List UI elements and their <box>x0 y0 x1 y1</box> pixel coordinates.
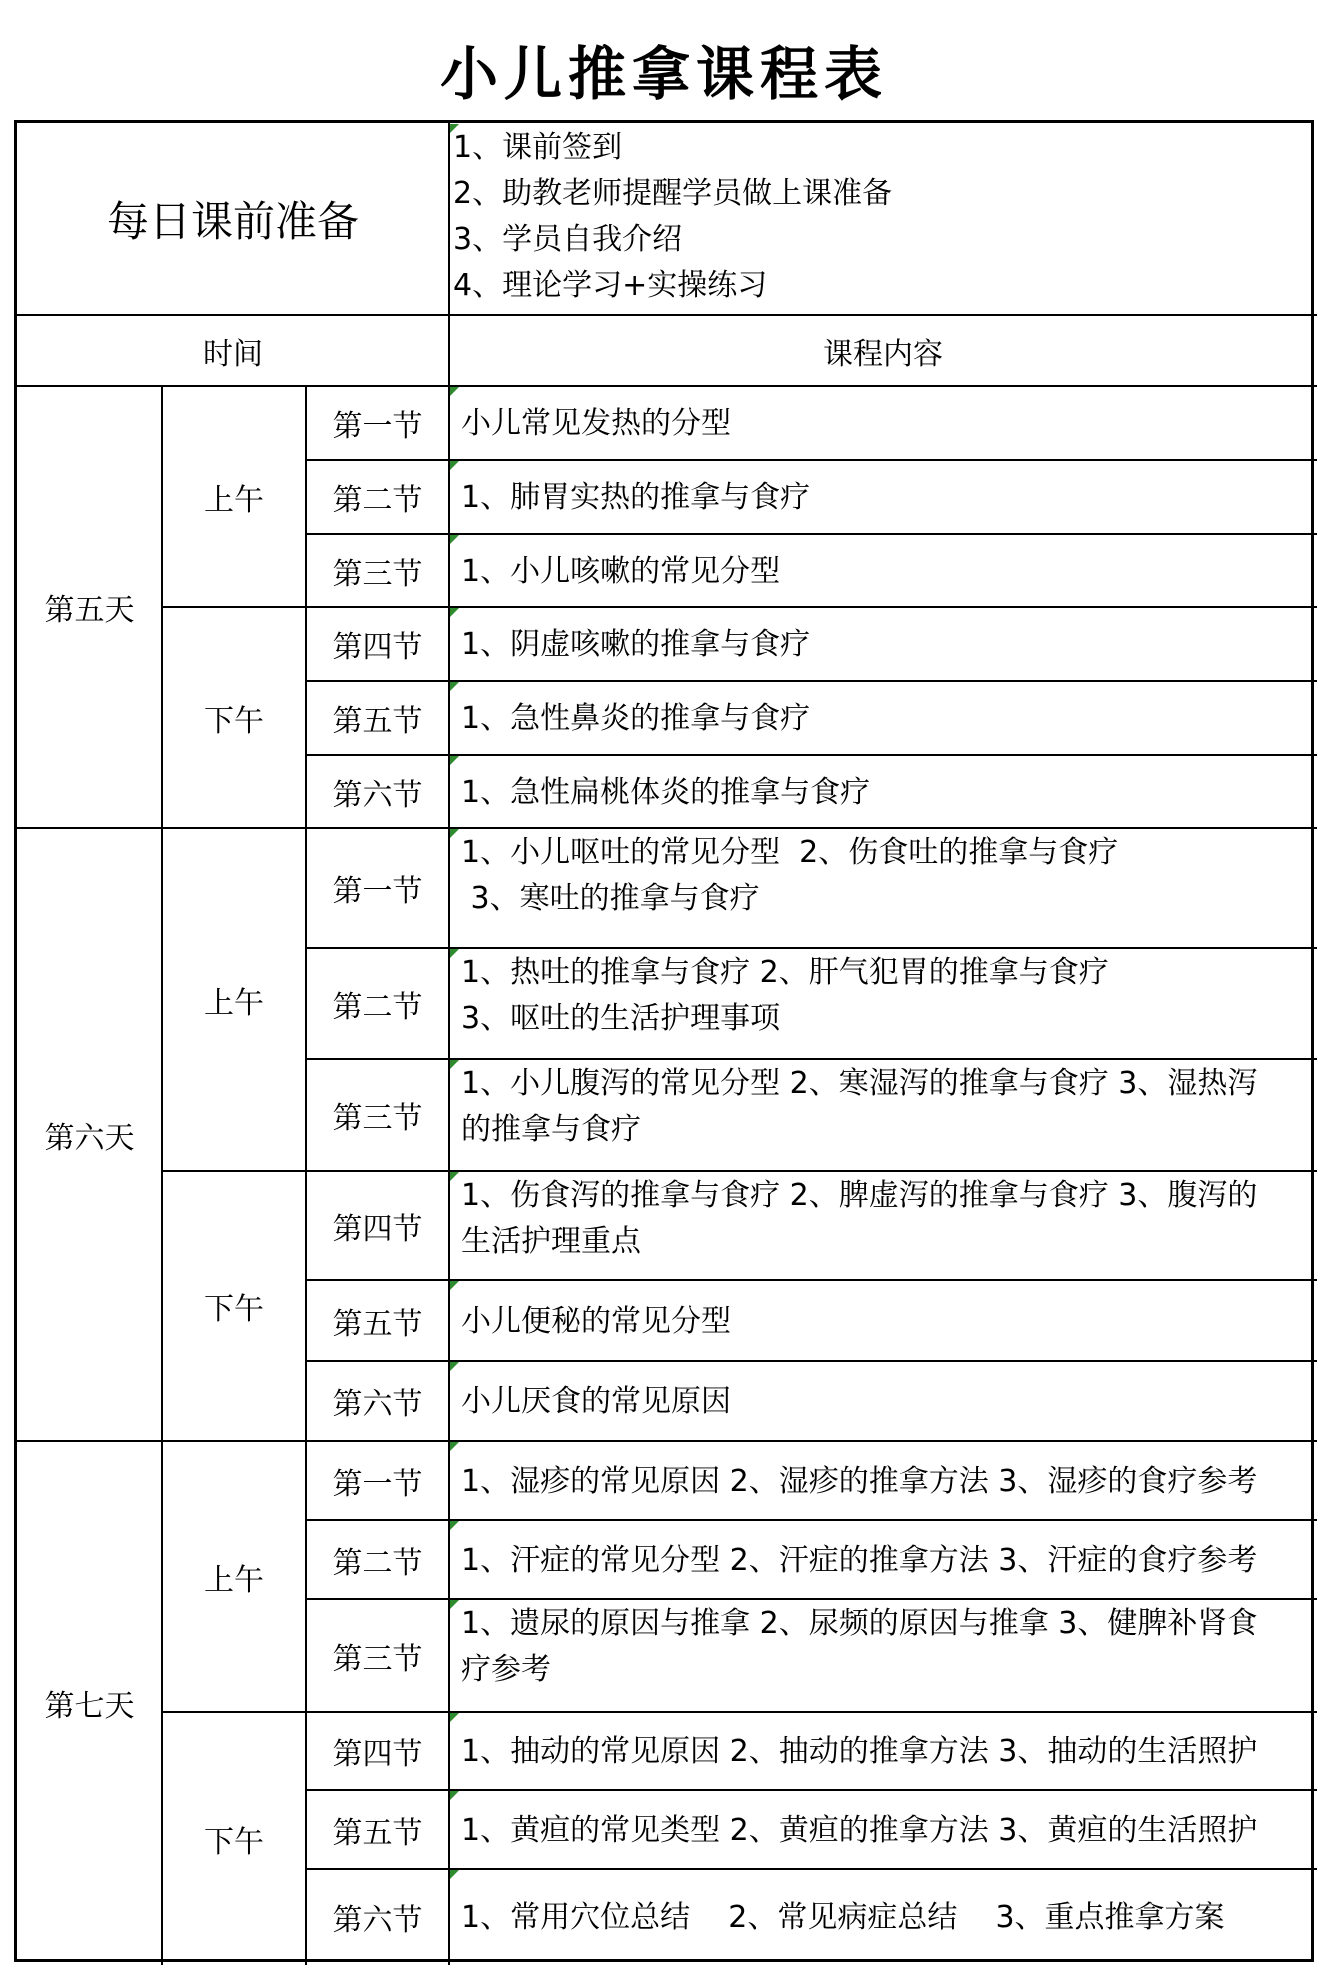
cell-marker <box>450 124 459 133</box>
section-label: 第三节 <box>332 1641 423 1677</box>
cell-marker <box>450 1600 459 1609</box>
cell-marker <box>450 1791 459 1800</box>
header-content: 课程内容 <box>823 336 943 372</box>
grid-line <box>448 1599 450 1712</box>
cell-marker <box>450 608 459 617</box>
cell-marker <box>450 387 459 396</box>
session-content: 小儿便秘的常见分型 <box>461 1303 731 1339</box>
grid-line <box>448 1361 450 1441</box>
section-label: 第三节 <box>332 556 423 592</box>
section-label: 第二节 <box>332 989 423 1025</box>
day-label: 第七天 <box>44 1689 135 1724</box>
session-content: 1、黄疸的常见类型 2、黄疸的推拿方法 3、黄疸的生活照护 <box>461 1812 1258 1848</box>
section-label: 第一节 <box>332 409 423 444</box>
day-label: 第六天 <box>44 1120 135 1156</box>
grid-line <box>448 1441 450 1520</box>
period-label: 上午 <box>204 985 264 1021</box>
prep-item: 1、课前签到 <box>453 130 623 165</box>
section-label: 第四节 <box>332 1211 423 1247</box>
grid-line <box>448 755 450 828</box>
cell-marker <box>450 1060 459 1069</box>
period-label: 上午 <box>204 1562 264 1598</box>
cell-marker <box>450 1442 459 1451</box>
header-time: 时间 <box>203 336 263 372</box>
section-label: 第六节 <box>332 777 423 813</box>
section-label: 第六节 <box>332 1903 423 1938</box>
cell-marker <box>450 1521 459 1530</box>
grid-line <box>448 386 450 460</box>
grid-line <box>448 460 450 534</box>
session-content: 1、小儿腹泻的常见分型 2、寒湿泻的推拿与食疗 3、湿热泻 的推拿与食疗 <box>461 1066 1258 1147</box>
schedule-table <box>14 120 1314 1962</box>
session-content: 1、急性扁桃体炎的推拿与食疗 <box>461 774 871 810</box>
period-label: 下午 <box>204 703 264 739</box>
cell-marker <box>450 1870 459 1879</box>
cell-marker <box>450 461 459 470</box>
cell-marker <box>450 682 459 691</box>
period-label: 下午 <box>204 1824 264 1860</box>
grid-line <box>448 315 450 386</box>
section-label: 第四节 <box>332 630 423 665</box>
cell-marker <box>450 535 459 544</box>
cell-marker <box>450 949 459 958</box>
section-label: 第五节 <box>332 704 423 739</box>
session-content: 1、肺胃实热的推拿与食疗 <box>461 480 811 515</box>
session-content: 1、急性鼻炎的推拿与食疗 <box>461 701 811 736</box>
session-content: 1、阴虚咳嗽的推拿与食疗 <box>461 627 811 662</box>
session-content: 1、湿疹的常见原因 2、湿疹的推拿方法 3、湿疹的食疗参考 <box>461 1463 1258 1499</box>
section-label: 第五节 <box>332 1306 423 1342</box>
grid-line <box>448 534 450 607</box>
section-label: 第四节 <box>332 1737 423 1772</box>
grid-line <box>448 948 450 1059</box>
session-content: 1、小儿呕吐的常见分型 2、伤食吐的推拿与食疗 3、寒吐的推拿与食疗 <box>461 835 1119 916</box>
cell-marker <box>450 756 459 765</box>
grid-line <box>448 1790 450 1869</box>
period-label: 下午 <box>204 1292 264 1327</box>
session-content: 1、常用穴位总结 2、常见病症总结 3、重点推拿方案 <box>461 1900 1225 1935</box>
grid-line <box>448 681 450 755</box>
grid-line <box>448 828 450 948</box>
session-content: 1、汗症的常见分型 2、汗症的推拿方法 3、汗症的食疗参考 <box>461 1542 1258 1578</box>
grid-line <box>448 123 450 315</box>
grid-line <box>448 1869 450 1965</box>
prep-item: 2、助教老师提醒学员做上课准备 <box>453 176 893 211</box>
prep-item: 4、理论学习+实操练习 <box>453 268 768 303</box>
section-label: 第一节 <box>332 874 423 909</box>
day-label: 第五天 <box>44 593 135 628</box>
cell-marker <box>450 1281 459 1290</box>
cell-marker <box>450 1362 459 1371</box>
session-content: 小儿常见发热的分型 <box>461 406 731 441</box>
session-content: 1、伤食泻的推拿与食疗 2、脾虚泻的推拿与食疗 3、腹泻的 生活护理重点 <box>461 1178 1258 1259</box>
grid-line <box>448 607 450 681</box>
grid-line <box>448 1712 450 1790</box>
section-label: 第一节 <box>332 1466 423 1502</box>
session-content: 1、小儿咳嗽的常见分型 <box>461 553 781 589</box>
period-label: 上午 <box>204 482 264 518</box>
prep-label: 每日课前准备 <box>106 197 359 246</box>
grid-line <box>448 1059 450 1171</box>
session-content: 1、热吐的推拿与食疗 2、肝气犯胃的推拿与食疗 3、呕吐的生活护理事项 <box>461 955 1109 1036</box>
section-label: 第二节 <box>332 1545 423 1581</box>
page-title: 小儿推拿课程表 <box>439 40 888 108</box>
cell-marker <box>450 1713 459 1722</box>
session-content: 1、遗尿的原因与推拿 2、尿频的原因与推拿 3、健脾补肾食 疗参考 <box>461 1606 1258 1687</box>
session-content: 小儿厌食的常见原因 <box>461 1384 731 1419</box>
grid-line <box>448 1171 450 1280</box>
grid-line <box>448 1520 450 1599</box>
cell-marker <box>450 829 459 838</box>
section-label: 第三节 <box>332 1101 423 1136</box>
section-label: 第二节 <box>332 483 423 518</box>
section-label: 第六节 <box>332 1387 423 1422</box>
cell-marker <box>450 1172 459 1181</box>
prep-item: 3、学员自我介绍 <box>453 222 683 257</box>
grid-line <box>448 1280 450 1361</box>
session-content: 1、抽动的常见原因 2、抽动的推拿方法 3、抽动的生活照护 <box>461 1734 1258 1769</box>
section-label: 第五节 <box>332 1815 423 1851</box>
